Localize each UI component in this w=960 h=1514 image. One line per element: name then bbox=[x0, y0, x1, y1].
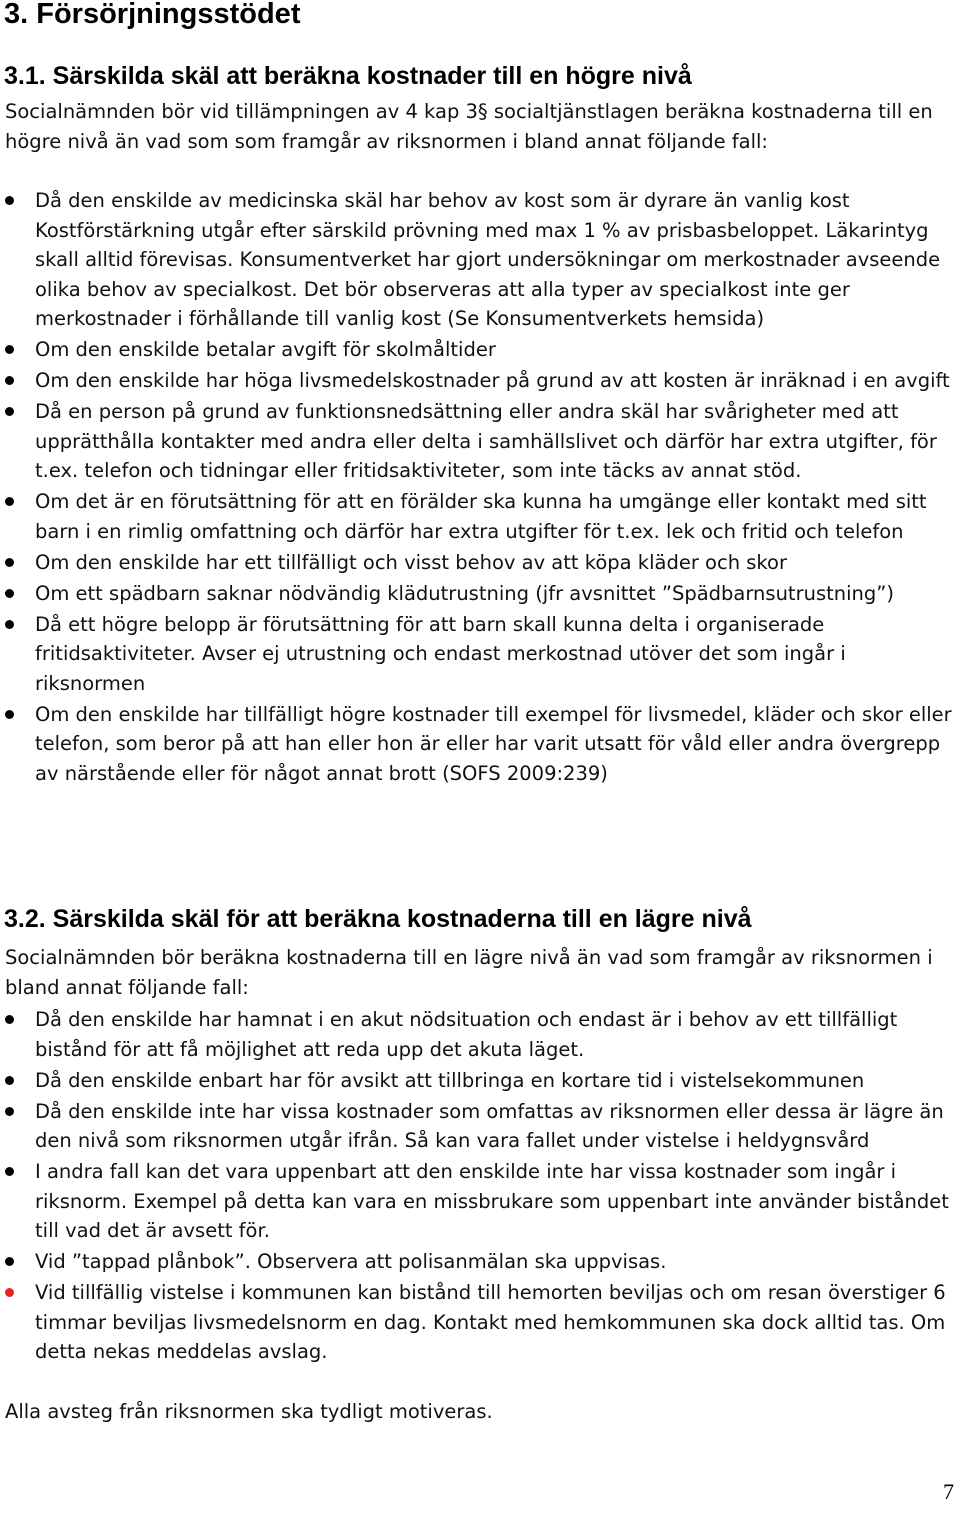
bullet-icon bbox=[5, 620, 14, 629]
list-item-text: I andra fall kan det vara uppenbart att den enskilde inte har vissa kostnader som ingår i riksnorm. Exempel på detta kan vara en missbrukare som uppenbart inte använder biståndet till vad det är avsett för. bbox=[35, 1160, 949, 1242]
section-heading-3-1: 3.1. Särskilda skäl att beräkna kostnader till en högre nivå bbox=[4, 62, 692, 90]
list-item-text: Vid tillfällig vistelse i kommunen kan bistånd till hemorten beviljas och om resan överstiger 6 timmar beviljas livsmedelsnorm en dag. Kontakt med hemkommunen ska dock alltid tas. Om detta nekas meddelas avslag. bbox=[35, 1281, 946, 1363]
list-item bbox=[0, 1157, 960, 1246]
list-item-text: Då den enskilde har hamnat i en akut nödsituation och endast är i behov av ett tillfälligt bistånd för att få möjlighet att reda upp det akuta läget. bbox=[35, 1008, 898, 1061]
list-item-text: Då den enskilde enbart har för avsikt att tillbringa en kortare tid i vistelsekommunen bbox=[35, 1068, 865, 1092]
bullet-icon bbox=[5, 589, 14, 598]
list-item-text: Om det är en förutsättning för att en förälder ska kunna ha umgänge eller kontakt med sitt barn i en rimlig omfattning och därför har extra utgifter för t.ex. lek och fritid och telefon bbox=[35, 490, 927, 543]
list-item bbox=[0, 1005, 960, 1064]
list-item bbox=[0, 487, 960, 546]
list-item-text: Om den enskilde har tillfälligt högre kostnader till exempel för livsmedel, kläder och skor eller telefon, som beror på att han eller hon är eller har varit utsatt för våld eller andra övergrepp av närstående eller för något annat brott (SOFS 2009:239) bbox=[35, 702, 952, 785]
bullet-icon bbox=[5, 345, 14, 354]
list-item bbox=[0, 366, 960, 396]
bullet-icon bbox=[5, 376, 14, 385]
bullet-icon bbox=[5, 196, 14, 205]
bullet-icon bbox=[5, 1257, 14, 1266]
bullet-icon bbox=[5, 1107, 14, 1116]
list-item-text: Vid ”tappad plånbok”. Observera att polisanmälan ska uppvisas. bbox=[35, 1250, 667, 1273]
list-item bbox=[0, 1097, 960, 1156]
bullet-icon bbox=[5, 407, 14, 416]
bullet-icon bbox=[5, 710, 14, 719]
section-heading-3-2: 3.2. Särskilda skäl för att beräkna kostnaderna till en lägre nivå bbox=[4, 905, 752, 933]
list-item bbox=[0, 186, 960, 334]
list-item-text: Om ett spädbarn saknar nödvändig klädutrustning (jfr avsnittet ”Spädbarnsutrustning”) bbox=[35, 581, 894, 605]
list-item-text: Då ett högre belopp är förutsättning för att barn skall kunna delta i organiserade fritidsaktiviteter. Avser ej utrustning och endast merkostnad utöver det som ingår i riksnormen bbox=[35, 612, 846, 695]
bullet-icon bbox=[5, 558, 14, 567]
list-item-text: Om den enskilde betalar avgift för skolmåltider bbox=[35, 338, 496, 361]
bullet-icon bbox=[5, 1167, 14, 1176]
list-item-text: Om den enskilde har ett tillfälligt och visst behov av att köpa kläder och skor bbox=[35, 550, 787, 574]
page-number: 7 bbox=[943, 1479, 954, 1504]
list-item bbox=[0, 548, 960, 578]
bullet-icon-highlighted bbox=[5, 1288, 14, 1297]
bullet-list-3-2 bbox=[0, 1005, 960, 1367]
list-item-text: Om den enskilde har höga livsmedelskostnader på grund av att kosten är inräknad i en avgift bbox=[35, 369, 950, 392]
list-item bbox=[0, 397, 960, 486]
chapter-heading: 3. Försörjningsstödet bbox=[4, 0, 301, 30]
bullet-icon bbox=[5, 1076, 14, 1085]
section-intro-3-2: Socialnämnden bör beräkna kostnaderna till en lägre nivå än vad som framgår av riksnormen i bland annat följande fall: bbox=[5, 946, 933, 999]
list-item-text: Då den enskilde inte har vissa kostnader som omfattas av riksnormen eller dessa är lägre än den nivå som riksnormen utgår ifrån. Så kan vara fallet under vistelse i heldygnsvård bbox=[35, 1099, 944, 1152]
list-item bbox=[0, 1278, 960, 1367]
list-item bbox=[0, 1247, 960, 1277]
section-intro-3-1: Socialnämnden bör vid tillämpningen av 4 kap 3§ socialtjänstlagen beräkna kostnaderna till en högre nivå än vad som som framgår av riksnormen i bland annat följande fall: bbox=[5, 100, 933, 153]
bullet-list-3-1 bbox=[0, 186, 960, 788]
closing-text: Alla avsteg från riksnormen ska tydligt motiveras. bbox=[5, 1400, 493, 1423]
list-item bbox=[0, 700, 960, 789]
list-item-text: Då den enskilde av medicinska skäl har behov av kost som är dyrare än vanlig kost Kostförstärkning utgår efter särskild prövning med max 1 % av prisbasbeloppet. Läkarintyg skall alltid förevisas. Konsumentverket har gjort undersökningar om merkostnader avseende olika behov av specialkost. Det bör observeras att alla typer av specialkost inte ger merkostnader i förhållande till vanlig kost (Se Konsumentverkets hemsida) bbox=[35, 189, 941, 330]
bullet-icon bbox=[5, 497, 14, 506]
list-item bbox=[0, 1066, 960, 1096]
list-item bbox=[0, 579, 960, 609]
list-item bbox=[0, 335, 960, 365]
bullet-icon bbox=[5, 1015, 14, 1024]
list-item bbox=[0, 610, 960, 699]
list-item-text: Då en person på grund av funktionsnedsättning eller andra skäl har svårigheter med att upprätthålla kontakter med andra eller delta i samhällslivet och därför har extra utgifter, för t.ex. telefon och tidningar eller fritidsaktiviteter, som inte täcks av annat stöd. bbox=[35, 400, 937, 482]
